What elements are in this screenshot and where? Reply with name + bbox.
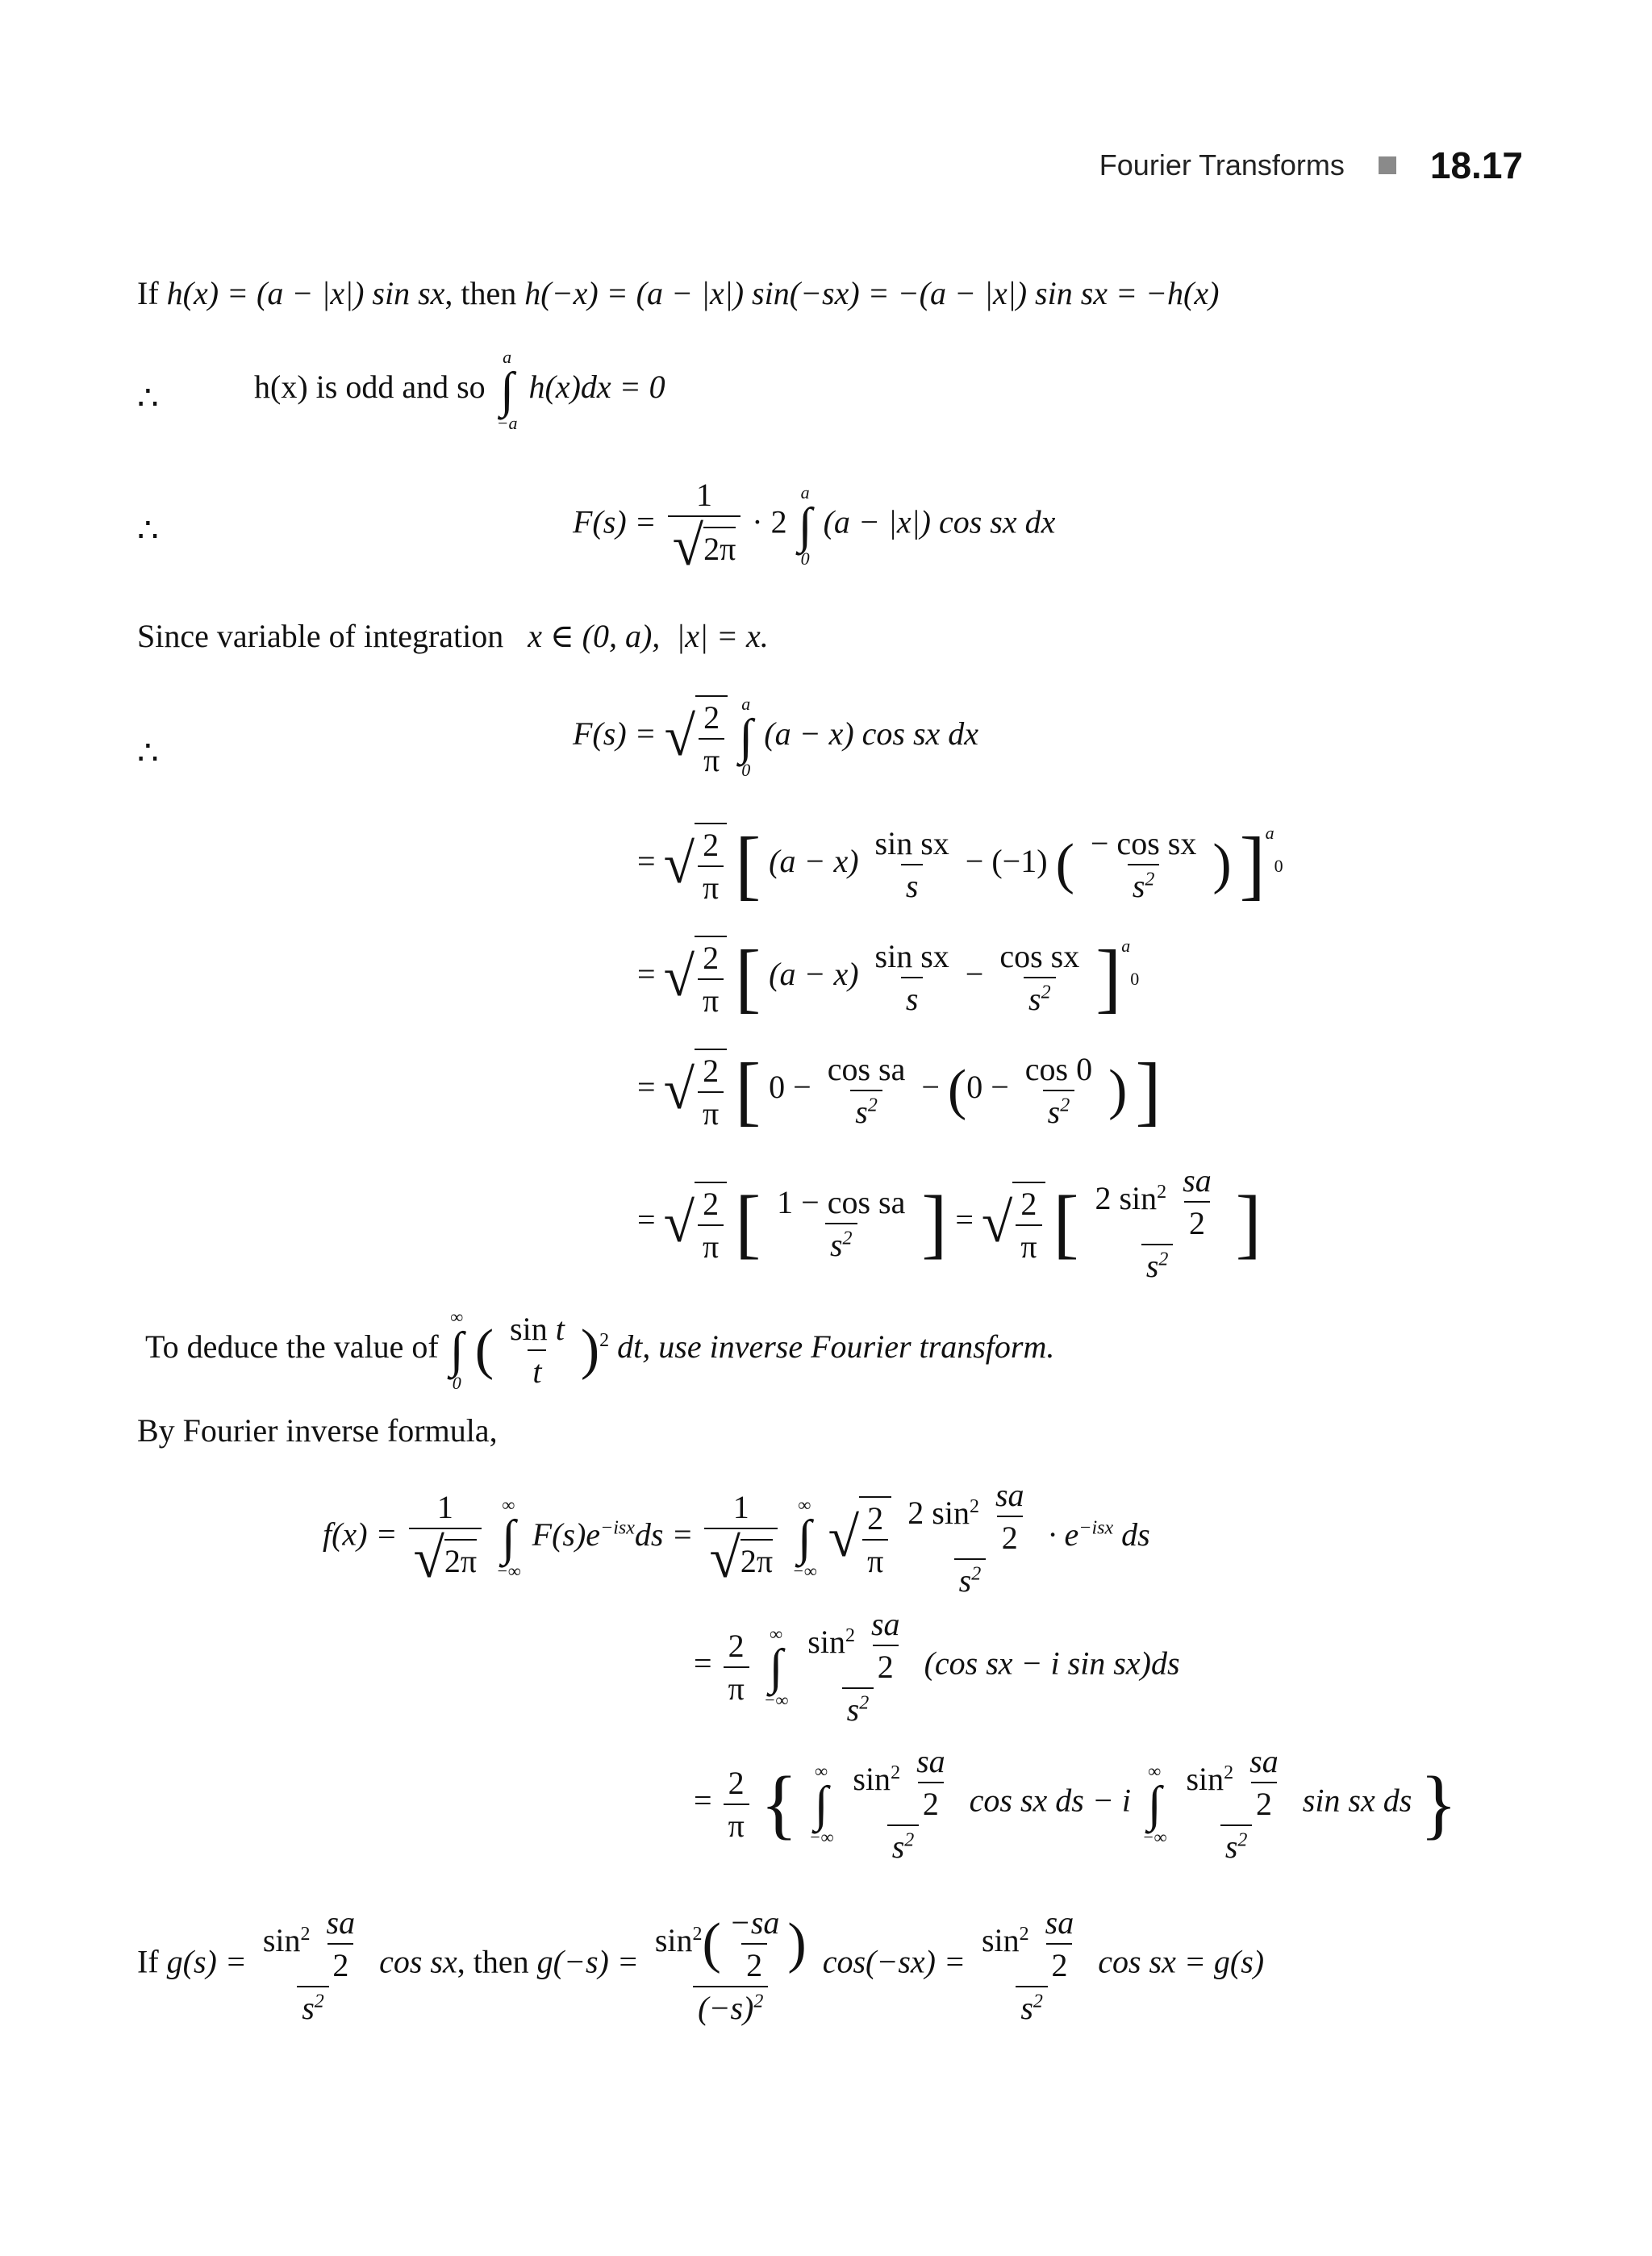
fs-eq-1: F(s) = 1 √ 2π · 2 a ∫ 0 (a − |x|) cos sx dx xyxy=(573,477,1056,578)
running-header xyxy=(1099,144,1523,187)
fx-eq-1: f(x) = 1 √ 2π ∞ ∫ −∞ $F(s)e^{-isx}ds$ = 1 √ 2π ∞ ∫ −∞ √ $\frac{2}{\pi}$ 2 $\sin^2$ $\frac{sa}{2}$ $s^2$ · $e^{-isx}$ ds xyxy=(323,1477,1150,1599)
deduce-prefix: To deduce the value of xyxy=(145,1328,439,1366)
then-word: , then xyxy=(457,1943,529,1980)
fx-eq-3: = $\frac{2}{\pi}$ { ∞ ∫ −∞ $\sin^2$ $\frac{sa}{2}$ $s^2$ cos sx ds − i ∞ ∫ −∞ $\sin^2$ $\frac{sa}{2}$ $s^2$ sin sx ds } xyxy=(694,1743,1458,1865)
therefore-symbol: ∴ xyxy=(137,512,159,549)
odd-text: h(x) is odd and so xyxy=(254,369,486,406)
header-square-icon xyxy=(1379,156,1396,174)
page-number: 18.17 xyxy=(1429,144,1523,186)
since-text: Since variable of integration xyxy=(137,618,504,654)
if-word: If xyxy=(137,275,159,311)
odd-integral-line: h(x) is odd and so a ∫ −a h(x)dx = 0 xyxy=(254,347,665,433)
fs-eq-4: = √ $\frac{2}{\pi}$ [ (a − x) $\frac{\text{sin sx}}{s}$ − $\frac{\text{cos sx}}{s^2}$ ]$^a$0 xyxy=(637,934,1140,1020)
if-word: If xyxy=(137,1943,159,1980)
therefore-symbol: ∴ xyxy=(137,380,159,417)
inverse-formula-line: By Fourier inverse formula, xyxy=(137,1412,498,1449)
deduce-suffix: dt, use inverse Fourier transform. xyxy=(617,1328,1055,1366)
therefore-symbol: ∴ xyxy=(137,735,159,772)
deduce-line: To deduce the value of ∞ ∫ 0 ( $\frac{\text{sin t}}{t}$ )$^2$ dt, use inverse Fourier transform. xyxy=(145,1307,1055,1393)
fs-eq-5: = √ $\frac{2}{\pi}$ [ 0 − $\frac{\text{cos sa}}{s^2}$ − (0 − $\frac{\cos 0}{s^2}$ ) ] xyxy=(637,1047,1162,1133)
section-title: Fourier Transforms xyxy=(1099,148,1345,181)
fx-eq-2: = $\frac{2}{\pi}$ ∞ ∫ −∞ $\sin^2$ $\frac{sa}{2}$ $s^2$ (cos sx − i sin sx)ds xyxy=(694,1606,1180,1728)
gs-line: If g(s) = $\sin^2$ $\frac{sa}{2}$ $s^2$ cos sx, then g(−s) = $\sin^2$( $\frac{-sa}{2}$ ) $(-s)^2$ cos(−sx) = $\sin^2$ $\frac{sa}{2}$ $s^2$ cos sx = g(s) xyxy=(137,1904,1265,2026)
fs-eq-3: = √ $\frac{2}{\pi}$ [ (a − x) $\frac{\text{sin sx}}{s}$ − (−1) ( $\frac{\text{− cos sx}}{s^2}$ ) ]$^a$0 xyxy=(637,821,1283,907)
fs-eq-2: F(s) = √ $\frac{2}{\pi}$ a ∫ 0 (a − x) cos sx dx xyxy=(573,694,979,780)
odd-function-line: If h(x) = (a − |x|) sin sx, then h(−x) = (a − |x|) sin(−sx) = −(a − |x|) sin sx = −h(x) xyxy=(137,275,1220,311)
since-line: Since variable of integration x ∈ (0, a), |x| = x. xyxy=(137,618,769,654)
then-word: , then xyxy=(444,275,517,311)
fs-eq-6: = √ $\frac{2}{\pi}$ [ $\frac{\text{1 − cos sa}}{s^2}$ ] = √ $\frac{2}{\pi}$ [ 2 $\sin^2$ $\frac{sa}{2}$ $s^2$ ] xyxy=(637,1162,1262,1284)
